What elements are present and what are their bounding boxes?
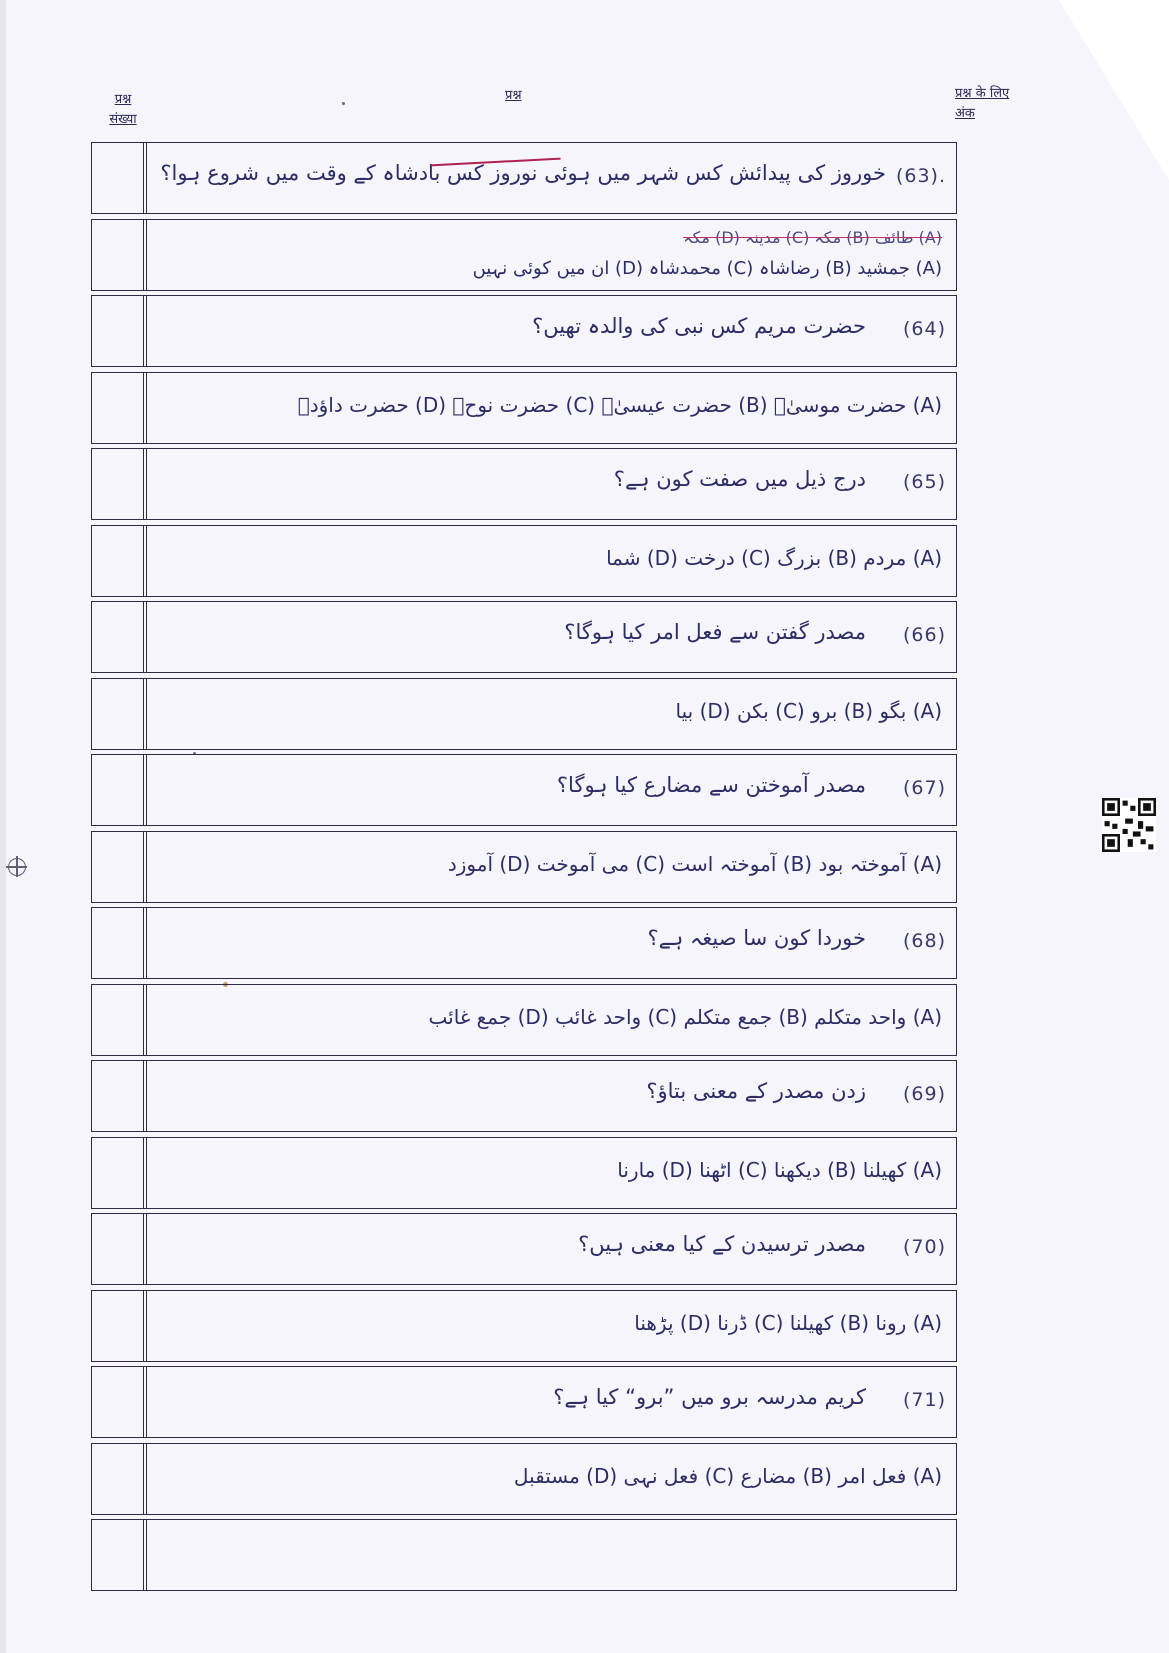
question-text: زدن مصدر کے معنی بتاؤ؟ <box>646 1079 866 1103</box>
page-edge <box>0 0 6 1653</box>
options-row <box>91 372 957 444</box>
marks-cell <box>92 832 144 902</box>
text-cell <box>146 220 956 290</box>
text-cell <box>146 1214 956 1284</box>
question-text: کریم مدرسہ برو میں ”برو“ کیا ہے؟ <box>553 1385 866 1409</box>
marks-cell <box>92 908 144 978</box>
marks-cell <box>92 1138 144 1208</box>
marks-cell <box>92 679 144 749</box>
text-cell <box>146 1138 956 1208</box>
marks-cell <box>92 755 144 825</box>
question-number: (66) <box>902 624 946 646</box>
marks-cell <box>92 373 144 443</box>
question-text: مصدر آموختن سے مضارع کیا ہوگا؟ <box>556 773 866 797</box>
text-cell <box>146 526 956 596</box>
text-cell <box>146 1444 956 1514</box>
marks-cell <box>92 1291 144 1361</box>
text-cell <box>146 1367 956 1437</box>
struck-options-text: (A) طائف (B) مکہ (C) مدینہ (D) مکہ <box>683 227 942 247</box>
question-number: (64) <box>902 318 946 340</box>
options-row <box>91 219 957 291</box>
options-row <box>91 525 957 597</box>
header-question: प्रश्न <box>505 88 522 103</box>
question-row <box>91 448 957 520</box>
marks-cell <box>92 1520 144 1590</box>
text-cell <box>146 449 956 519</box>
marks-cell <box>92 602 144 672</box>
speck <box>342 102 345 105</box>
options-text: (A) واحد متکلم (B) جمع متکلم (C) واحد غائب (D) جمع غائب <box>428 1004 942 1029</box>
question-text: حضرت مریم کس نبی کی والدہ تھیں؟ <box>532 314 866 338</box>
options-row <box>91 831 957 903</box>
question-text: خوردا کون سا صیغہ ہے؟ <box>647 926 866 950</box>
options-row <box>91 1137 957 1209</box>
options-row <box>91 984 957 1056</box>
question-number: (70) <box>902 1236 946 1258</box>
text-cell <box>146 832 956 902</box>
header-question-number: प्रश्न संख्या <box>109 92 137 127</box>
marks-cell <box>92 220 144 290</box>
question-number: (69) <box>902 1083 946 1105</box>
marks-cell <box>92 526 144 596</box>
marks-cell <box>92 985 144 1055</box>
options-text: (A) فعل امر (B) مضارع (C) فعل نہی (D) مستقبل <box>513 1463 942 1488</box>
options-row <box>91 1290 957 1362</box>
question-number: (65) <box>902 471 946 493</box>
marks-cell <box>92 1444 144 1514</box>
marks-cell <box>92 143 144 213</box>
question-row <box>91 1213 957 1285</box>
options-text: (A) رونا (B) کھیلنا (C) ڈرنا (D) پڑھنا <box>634 1310 942 1335</box>
text-cell <box>146 755 956 825</box>
text-cell <box>146 296 956 366</box>
question-row <box>91 754 957 826</box>
page-corner-fold <box>1059 0 1169 180</box>
options-text: (A) آموختہ بود (B) آموختہ است (C) می آموخت (D) آموزد <box>447 851 942 876</box>
question-row <box>91 1060 957 1132</box>
options-text: (A) کھیلنا (B) دیکھنا (C) اٹھنا (D) مارنا <box>617 1157 942 1182</box>
question-text: خوروز کی پیدائش کس شہر میں ہوئی نوروز کس بادشاہ کے وقت میں شروع ہوا؟ <box>160 161 886 185</box>
question-row <box>91 1366 957 1438</box>
registration-mark-icon <box>8 858 26 876</box>
qr-code-icon <box>1102 798 1156 852</box>
question-number: (67) <box>902 777 946 799</box>
text-cell <box>146 373 956 443</box>
text-cell <box>146 1061 956 1131</box>
marks-cell <box>92 1214 144 1284</box>
text-cell <box>146 985 956 1055</box>
options-text: (A) جمشید (B) رضاشاہ (C) محمدشاہ (D) ان میں کوئی نہیں <box>472 257 942 279</box>
text-cell <box>146 908 956 978</box>
header-marks: प्रश्न के लिए अंक <box>955 86 1010 121</box>
options-text: (A) مردم (B) بزرگ (C) درخت (D) شما <box>606 545 942 570</box>
text-cell <box>146 602 956 672</box>
options-text: (A) حضرت موسیٰؑ (B) حضرت عیسیٰؑ (C) حضرت نوحؑ (D) حضرت داؤدؑ <box>297 392 942 417</box>
question-number: (68) <box>902 930 946 952</box>
text-cell <box>146 1291 956 1361</box>
text-cell <box>146 1520 956 1590</box>
question-row <box>91 295 957 367</box>
question-number: (63). <box>895 165 946 187</box>
question-text: درج ذیل میں صفت کون ہے؟ <box>613 467 866 491</box>
options-row <box>91 678 957 750</box>
marks-cell <box>92 1061 144 1131</box>
question-number: (71) <box>902 1389 946 1411</box>
marks-cell <box>92 296 144 366</box>
blank-row <box>91 1519 957 1591</box>
question-row <box>91 601 957 673</box>
question-text: مصدر گفتن سے فعل امر کیا ہوگا؟ <box>564 620 866 644</box>
options-row <box>91 1443 957 1515</box>
text-cell <box>146 143 956 213</box>
question-row <box>91 142 957 214</box>
question-row <box>91 907 957 979</box>
question-text: مصدر ترسیدن کے کیا معنی ہیں؟ <box>578 1232 866 1256</box>
marks-cell <box>92 1367 144 1437</box>
marks-cell <box>92 449 144 519</box>
text-cell <box>146 679 956 749</box>
options-text: (A) بگو (B) برو (C) بکن (D) بیا <box>675 698 942 723</box>
